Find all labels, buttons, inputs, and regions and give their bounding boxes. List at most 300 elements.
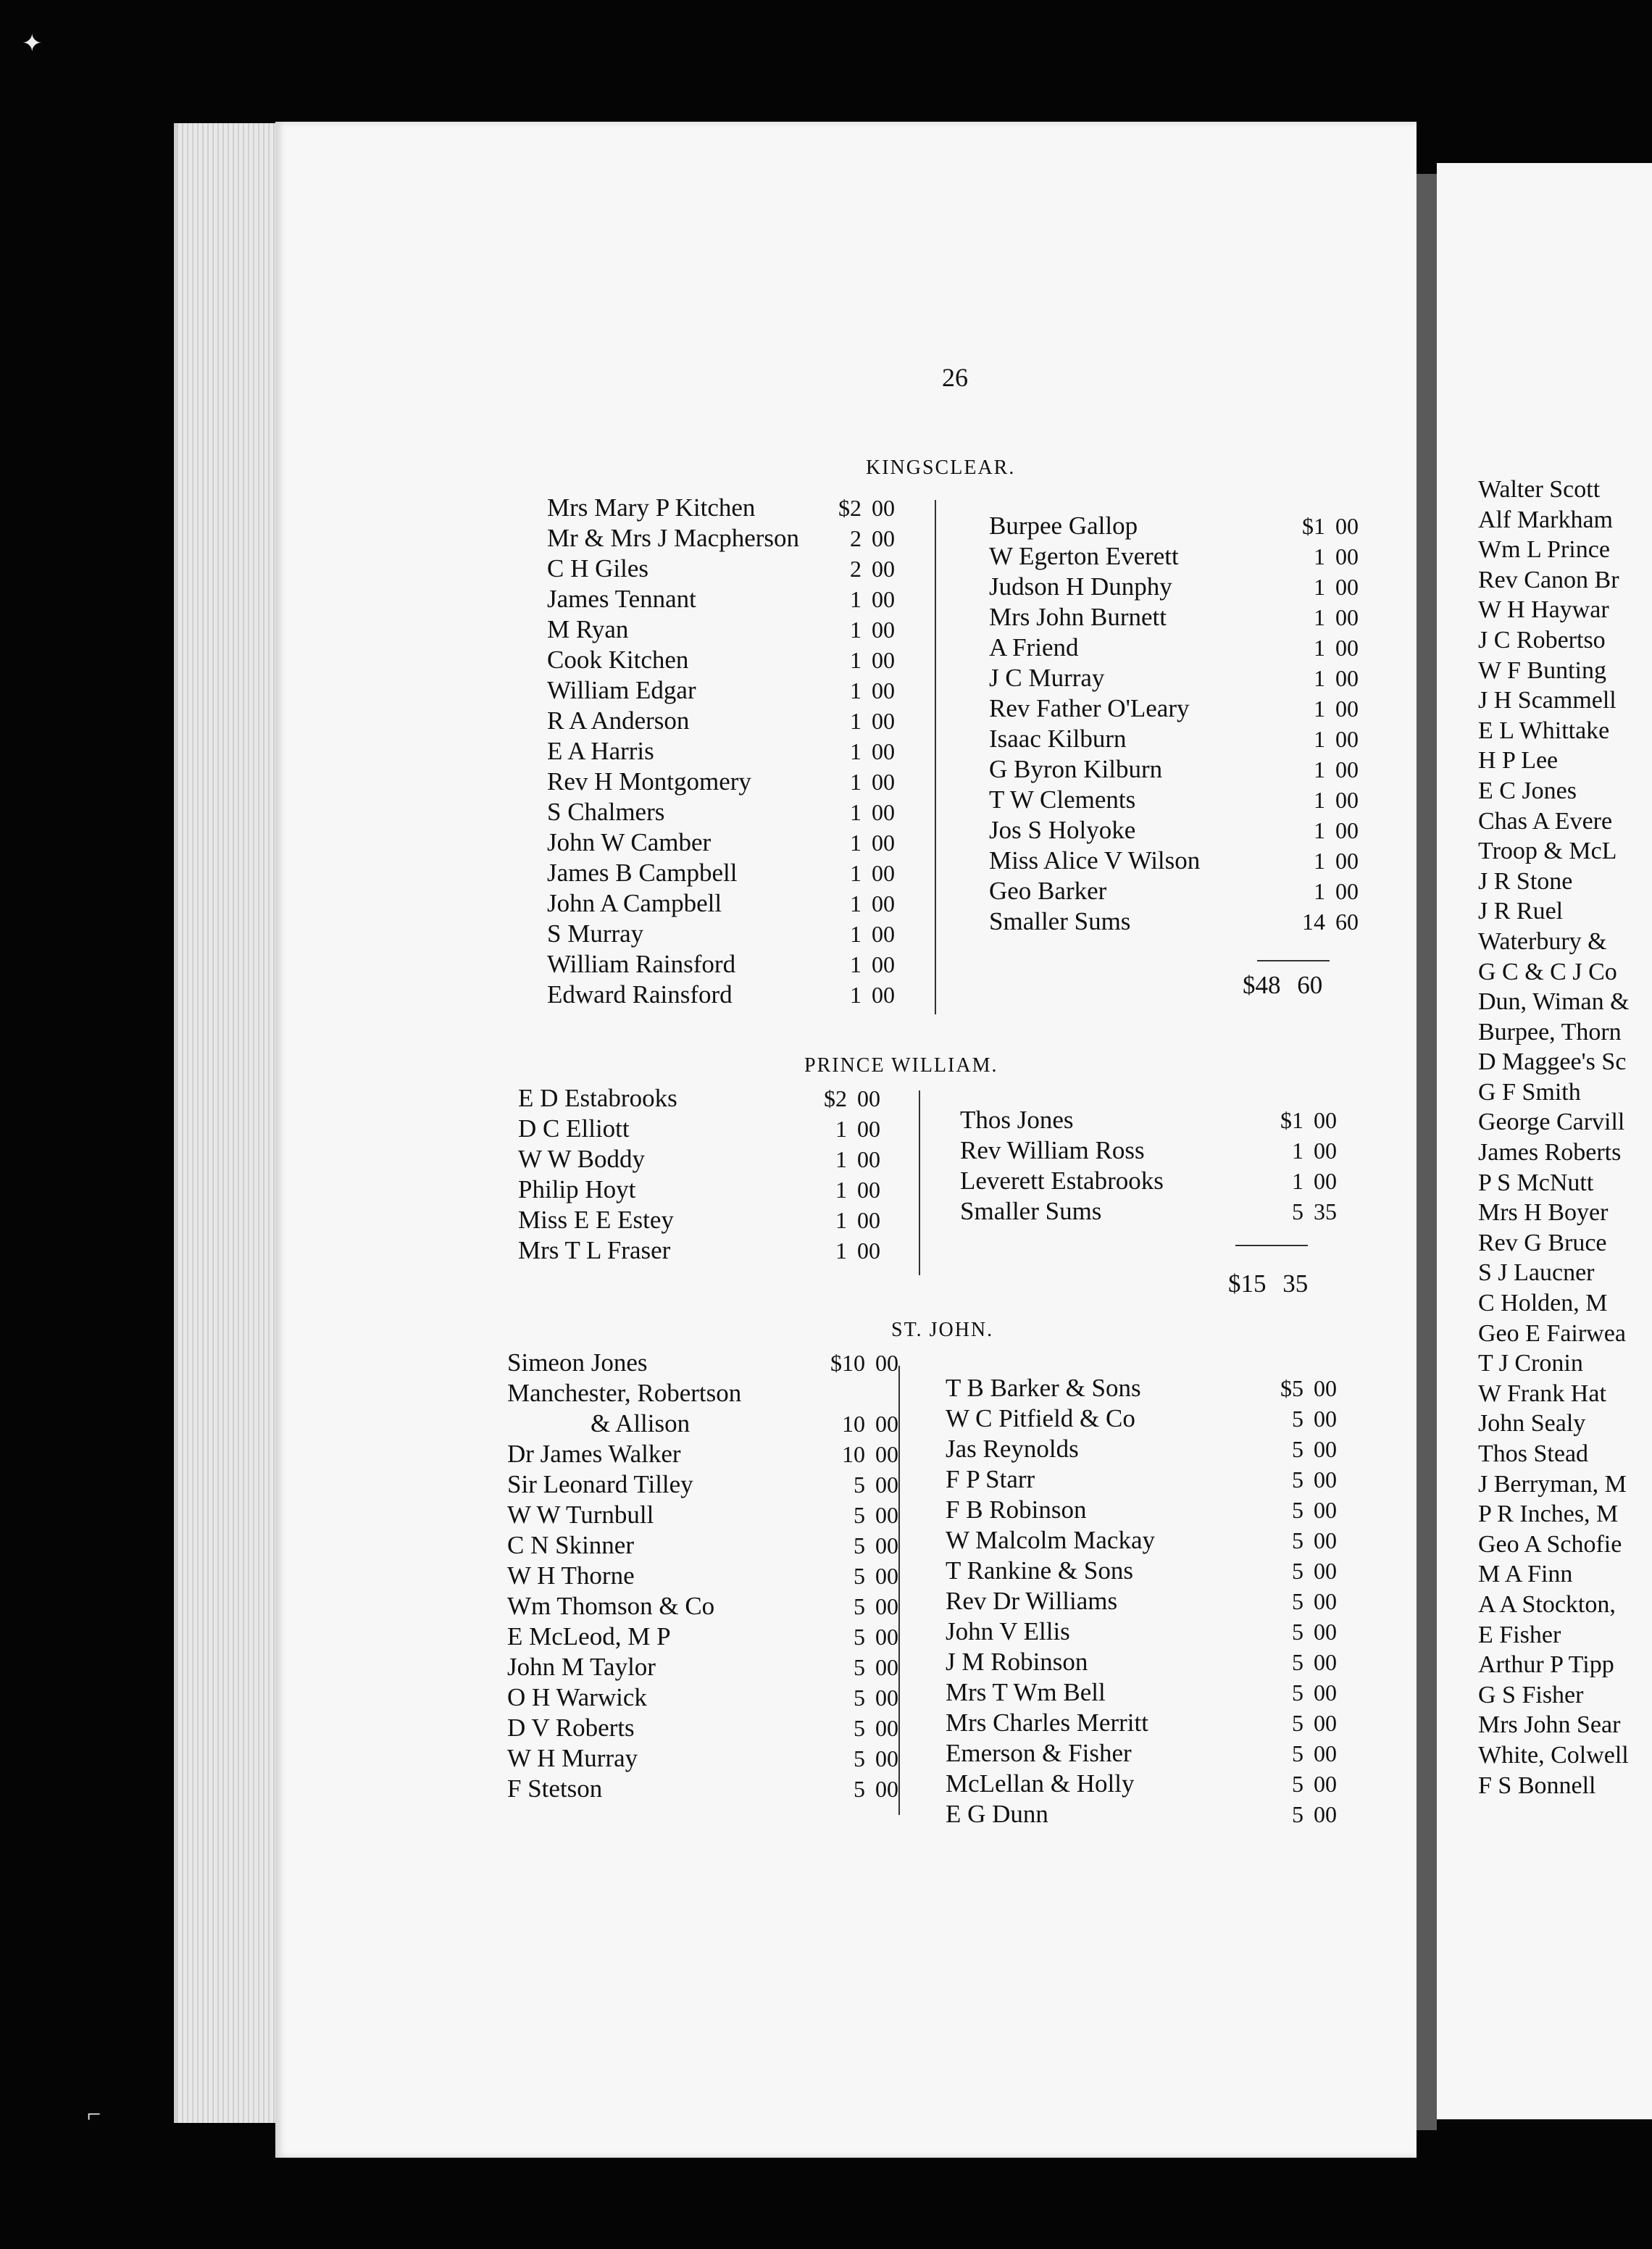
donor-row: [518, 1205, 880, 1235]
donor-name: E A Harris: [547, 737, 654, 765]
amount-cents: 00: [1314, 1375, 1337, 1401]
donor-name: Smaller Sums: [989, 907, 1131, 935]
amount-cents: 00: [1335, 726, 1359, 752]
donor-row: [946, 1616, 1337, 1647]
donation-amount: [824, 1083, 880, 1114]
donor-name: W H Haywar: [1478, 596, 1609, 624]
donor-row: [547, 797, 909, 827]
amount-dollars: 1: [1314, 756, 1325, 783]
scan-speck: ⌐: [87, 2101, 101, 2128]
donor-name: Smaller Sums: [960, 1197, 1102, 1225]
donor-name: G F Smith: [1478, 1078, 1581, 1106]
donation-amount: [854, 1500, 898, 1530]
donation-amount: [1292, 1196, 1337, 1227]
donor-row: [989, 693, 1359, 724]
donation-amount: [1314, 754, 1359, 785]
prince-william-total: [1228, 1269, 1308, 1298]
donor-name: Geo Barker: [989, 877, 1107, 905]
donor-name: G S Fisher: [1478, 1681, 1584, 1708]
amount-cents: 00: [1314, 1619, 1337, 1645]
donor-name: T Rankine & Sons: [946, 1556, 1133, 1585]
donation-amount: [1292, 1403, 1337, 1434]
donor-row: [507, 1622, 898, 1652]
donor-row: [989, 754, 1359, 785]
donor-name: McLellan & Holly: [946, 1769, 1135, 1798]
donation-amount: [1314, 815, 1359, 846]
donor-name: F B Robinson: [946, 1495, 1087, 1524]
amount-cents: 00: [857, 1177, 880, 1203]
donor-name: J M Robinson: [946, 1648, 1088, 1676]
donation-amount: [1292, 1166, 1337, 1196]
amount-cents: 00: [875, 1441, 898, 1467]
donation-amount: [850, 523, 895, 554]
donation-amount: [850, 827, 895, 858]
donor-row: [507, 1591, 898, 1622]
amount-dollars: 5: [1292, 1527, 1303, 1553]
donation-amount: [1280, 1105, 1337, 1135]
donation-amount: [1292, 1799, 1337, 1829]
amount-dollars: 5: [854, 1593, 865, 1619]
donor-name: Wm Thomson & Co: [507, 1592, 715, 1620]
amount-cents: 00: [1314, 1649, 1337, 1675]
amount-cents: 00: [872, 738, 895, 764]
donor-name: S Murray: [547, 919, 644, 948]
donation-amount: [854, 1713, 898, 1743]
donor-row: [518, 1174, 880, 1205]
donor-row: [518, 1083, 880, 1114]
amount-dollars: 1: [1314, 665, 1325, 691]
donor-name: J H Scammell: [1478, 687, 1616, 714]
donation-amount: [854, 1774, 898, 1804]
amount-cents: 00: [1314, 1801, 1337, 1827]
amount-dollars: 1: [850, 951, 862, 977]
right-page-name-list: [1478, 475, 1652, 1801]
donor-name: M A Finn: [1478, 1561, 1573, 1588]
donation-amount: [1292, 1135, 1337, 1166]
donor-name: W F Bunting: [1478, 656, 1606, 684]
amount-dollars: 1: [1314, 848, 1325, 874]
donor-row: [989, 846, 1359, 876]
donor-name: John Sealy: [1478, 1410, 1586, 1438]
kingsclear-total: [1243, 971, 1322, 1000]
amount-cents: 00: [1314, 1406, 1337, 1432]
donor-row: [989, 602, 1359, 633]
amount-cents: 00: [872, 830, 895, 856]
amount-dollars: 1: [850, 677, 862, 704]
amount-cents: 00: [872, 556, 895, 582]
donor-row: [946, 1495, 1337, 1525]
st-john-right-column: [946, 1373, 1337, 1829]
donor-row: [989, 815, 1359, 846]
donor-name: W C Pitfield & Co: [946, 1404, 1135, 1432]
amount-cents: 00: [1314, 1107, 1337, 1133]
donor-name: John M Taylor: [507, 1653, 656, 1681]
donor-name: Emerson & Fisher: [946, 1739, 1132, 1767]
donor-row: [547, 675, 909, 706]
donor-name: F Stetson: [507, 1774, 603, 1803]
donation-amount: [888, 1378, 898, 1409]
donor-row: [507, 1743, 898, 1774]
amount-cents: 00: [1314, 1740, 1337, 1766]
donor-name: Mr & Mrs J Macpherson: [547, 524, 800, 552]
amount-dollars: $2: [824, 1085, 847, 1111]
donor-name: Mrs John Burnett: [989, 603, 1167, 631]
donor-name: & Allison: [591, 1409, 691, 1438]
amount-dollars: 5: [1292, 1497, 1303, 1523]
donor-name: W W Turnbull: [507, 1501, 654, 1529]
section-title-kingsclear: KINGSCLEAR.: [866, 456, 1016, 479]
donor-name: Arthur P Tipp: [1478, 1651, 1614, 1679]
donor-name: W Frank Hat: [1478, 1380, 1606, 1407]
donor-name: W H Thorne: [507, 1561, 635, 1590]
amount-cents: 00: [1335, 878, 1359, 904]
donation-amount: [1314, 572, 1359, 602]
amount-cents: 00: [1335, 756, 1359, 783]
donor-name: T W Clements: [989, 785, 1136, 814]
donor-name: Mrs H Boyer: [1478, 1199, 1609, 1227]
amount-cents: 00: [875, 1745, 898, 1772]
donation-amount: [838, 493, 895, 523]
donor-name: J R Stone: [1478, 867, 1573, 895]
donor-row: [946, 1708, 1337, 1738]
donation-amount: [850, 767, 895, 797]
donor-name: C N Skinner: [507, 1531, 634, 1559]
amount-cents: 00: [872, 708, 895, 734]
donor-name: E D Estabrooks: [518, 1084, 677, 1112]
donation-amount: [1292, 1586, 1337, 1616]
amount-cents: 00: [1314, 1436, 1337, 1462]
donor-row: [507, 1713, 898, 1743]
amount-dollars: 1: [850, 890, 862, 917]
donation-amount: [1292, 1495, 1337, 1525]
donor-name: A A Stockton,: [1478, 1590, 1616, 1618]
amount-dollars: 10: [842, 1441, 865, 1467]
donor-name: Dr James Walker: [507, 1440, 681, 1468]
donor-row: [507, 1561, 898, 1591]
sum-rule: [1235, 1245, 1308, 1246]
donor-name: Thos Jones: [960, 1106, 1074, 1134]
amount-dollars: 5: [854, 1502, 865, 1528]
donation-amount: [850, 706, 895, 736]
amount-dollars: $10: [830, 1350, 865, 1376]
page-number: 26: [942, 363, 968, 392]
amount-cents: 00: [1314, 1497, 1337, 1523]
donation-amount: [850, 949, 895, 980]
donor-row: [507, 1652, 898, 1682]
donor-name: Dun, Wiman &: [1478, 988, 1630, 1016]
amount-cents: 00: [872, 677, 895, 704]
donation-amount: [854, 1591, 898, 1622]
donor-row: [946, 1738, 1337, 1769]
donor-row: [547, 949, 909, 980]
amount-dollars: 1: [1314, 878, 1325, 904]
donor-name: Rev Father O'Leary: [989, 694, 1190, 722]
donor-row: [989, 876, 1359, 906]
amount-dollars: 1: [850, 830, 862, 856]
donor-name: Miss Alice V Wilson: [989, 846, 1201, 875]
amount-dollars: 1: [1314, 726, 1325, 752]
donation-amount: [1292, 1556, 1337, 1586]
donation-amount: [1314, 724, 1359, 754]
donor-name: Jas Reynolds: [946, 1435, 1079, 1463]
donor-row: [547, 706, 909, 736]
section-title-prince-william: PRINCE WILLIAM.: [804, 1054, 998, 1077]
total-dollars: $15: [1228, 1269, 1267, 1298]
amount-dollars: 5: [854, 1776, 865, 1802]
amount-cents: 00: [872, 586, 895, 612]
donor-name: Isaac Kilburn: [989, 725, 1127, 753]
donor-name: Sir Leonard Tilley: [507, 1470, 693, 1498]
donor-name: Leverett Estabrooks: [960, 1167, 1164, 1195]
donation-amount: [830, 1348, 898, 1378]
donor-name: Rev Dr Williams: [946, 1587, 1118, 1615]
donor-name: G C & C J Co: [1478, 958, 1617, 985]
amount-cents: 00: [872, 617, 895, 643]
donation-amount: [850, 980, 895, 1010]
donor-row: [946, 1677, 1337, 1708]
amount-cents: 00: [875, 1472, 898, 1498]
amount-dollars: $2: [838, 495, 862, 521]
donation-amount: [854, 1469, 898, 1500]
amount-dollars: 5: [854, 1563, 865, 1589]
donor-name: D Maggee's Sc: [1478, 1048, 1627, 1076]
donor-row: [507, 1378, 884, 1409]
prince-william-right-column: [960, 1105, 1337, 1227]
st-john-left-column: [507, 1348, 898, 1804]
amount-cents: 00: [872, 951, 895, 977]
donation-amount: [835, 1114, 880, 1144]
donor-name: White, Colwell: [1478, 1741, 1629, 1769]
donor-name: P R Inches, M: [1478, 1501, 1619, 1528]
amount-dollars: 1: [850, 586, 862, 612]
amount-cents: 00: [872, 799, 895, 825]
donor-name: C Holden, M: [1478, 1290, 1608, 1317]
amount-dollars: 1: [850, 738, 862, 764]
donor-name: James B Campbell: [547, 859, 738, 887]
donor-row: [547, 980, 909, 1010]
scan-speck: ✦: [22, 30, 43, 57]
donor-row: [547, 645, 909, 675]
donor-name: Judson H Dunphy: [989, 572, 1172, 601]
donor-name: E Fisher: [1478, 1621, 1561, 1648]
amount-dollars: 1: [850, 982, 862, 1008]
donor-name: H P Lee: [1478, 747, 1559, 775]
amount-cents: 00: [1335, 817, 1359, 843]
donation-amount: [1292, 1464, 1337, 1495]
donation-amount: [1314, 602, 1359, 633]
donor-name: William Rainsford: [547, 950, 736, 978]
amount-dollars: 1: [1292, 1168, 1303, 1194]
amount-cents: 00: [1335, 787, 1359, 813]
donor-row: [547, 523, 909, 554]
amount-dollars: 1: [1314, 543, 1325, 569]
amount-cents: 00: [1335, 848, 1359, 874]
amount-cents: 00: [1335, 574, 1359, 600]
donor-row: [507, 1500, 898, 1530]
amount-cents: 00: [875, 1502, 898, 1528]
sum-rule: [1257, 960, 1330, 961]
donor-row: [518, 1144, 880, 1174]
donor-name: Cook Kitchen: [547, 646, 689, 674]
donor-name: J C Murray: [989, 664, 1105, 692]
amount-dollars: 5: [1292, 1198, 1303, 1224]
donor-name: D V Roberts: [507, 1714, 635, 1742]
amount-dollars: 5: [1292, 1406, 1303, 1432]
donor-row: [507, 1348, 898, 1378]
donation-amount: [1314, 846, 1359, 876]
donation-amount: [1314, 633, 1359, 663]
donor-name: Simeon Jones: [507, 1348, 648, 1377]
amount-cents: 00: [1335, 604, 1359, 630]
amount-dollars: 10: [842, 1411, 865, 1437]
column-divider: [919, 1090, 920, 1275]
donation-amount: [850, 888, 895, 919]
amount-cents: 00: [875, 1563, 898, 1589]
amount-cents: 00: [872, 860, 895, 886]
donor-row: [547, 919, 909, 949]
donor-name: James Tennant: [547, 585, 696, 613]
donor-name: William Edgar: [547, 676, 696, 704]
donor-row: [946, 1556, 1337, 1586]
amount-cents: 00: [857, 1085, 880, 1111]
amount-dollars: 1: [850, 860, 862, 886]
donation-amount: [835, 1144, 880, 1174]
amount-dollars: 5: [854, 1654, 865, 1680]
prince-william-left-column: [518, 1083, 880, 1266]
donation-amount: [1302, 906, 1359, 937]
donor-row: [946, 1799, 1337, 1829]
donor-name: Manchester, Robertson: [507, 1379, 742, 1407]
donor-name: S J Laucner: [1478, 1259, 1595, 1287]
amount-cents: 00: [1314, 1588, 1337, 1614]
amount-cents: 00: [1314, 1466, 1337, 1493]
donation-amount: [1292, 1769, 1337, 1799]
donor-row: [507, 1774, 898, 1804]
donor-name: Rev William Ross: [960, 1136, 1145, 1164]
donor-name: T B Barker & Sons: [946, 1374, 1141, 1402]
amount-cents: 00: [1314, 1771, 1337, 1797]
kingsclear-left-column: [547, 493, 909, 1010]
donor-name: E McLeod, M P: [507, 1622, 671, 1651]
donor-row: [946, 1464, 1337, 1495]
amount-cents: 00: [875, 1350, 898, 1376]
donor-row: [518, 1114, 880, 1144]
donor-row: [960, 1166, 1337, 1196]
donor-row: [946, 1586, 1337, 1616]
donor-row: [989, 541, 1359, 572]
donor-row: [547, 827, 909, 858]
amount-dollars: 5: [1292, 1619, 1303, 1645]
amount-cents: 00: [872, 921, 895, 947]
column-divider: [898, 1366, 900, 1815]
amount-dollars: 1: [835, 1177, 847, 1203]
donor-name: Chas A Evere: [1478, 807, 1613, 835]
donation-amount: [1314, 876, 1359, 906]
amount-dollars: 5: [1292, 1588, 1303, 1614]
amount-dollars: $1: [1302, 513, 1325, 539]
book-gutter: [1417, 174, 1437, 2130]
donor-name: Edward Rainsford: [547, 980, 733, 1009]
amount-cents: 00: [875, 1685, 898, 1711]
column-divider: [935, 500, 936, 1014]
donor-name: R A Anderson: [547, 706, 690, 735]
amount-dollars: 5: [854, 1745, 865, 1772]
amount-dollars: 5: [1292, 1649, 1303, 1675]
donation-amount: [1314, 693, 1359, 724]
donor-name: S Chalmers: [547, 798, 665, 826]
donor-row: [547, 493, 909, 523]
amount-cents: 00: [857, 1116, 880, 1142]
donor-row: [946, 1525, 1337, 1556]
amount-cents: 00: [1335, 696, 1359, 722]
amount-dollars: 1: [1314, 635, 1325, 661]
donor-row: [547, 736, 909, 767]
amount-dollars: 1: [1314, 817, 1325, 843]
donation-amount: [1292, 1738, 1337, 1769]
amount-cents: 00: [872, 647, 895, 673]
amount-cents: 00: [1335, 543, 1359, 569]
amount-cents: 00: [857, 1207, 880, 1233]
amount-dollars: 5: [1292, 1680, 1303, 1706]
donor-name: Mrs T Wm Bell: [946, 1678, 1106, 1706]
donor-row: [960, 1135, 1337, 1166]
amount-cents: 00: [872, 982, 895, 1008]
donor-row: [507, 1682, 898, 1713]
amount-dollars: 1: [1314, 604, 1325, 630]
amount-cents: 00: [872, 495, 895, 521]
donation-amount: [850, 554, 895, 584]
donor-row: [989, 572, 1359, 602]
donor-row: [507, 1469, 898, 1500]
donation-amount: [1314, 785, 1359, 815]
donor-row: [989, 724, 1359, 754]
kingsclear-right-column: [989, 511, 1359, 937]
donor-name: W W Boddy: [518, 1145, 646, 1173]
amount-dollars: 1: [1314, 696, 1325, 722]
donor-row: [507, 1409, 898, 1439]
donor-row: [989, 633, 1359, 663]
amount-cents: 00: [1314, 1680, 1337, 1706]
amount-cents: 00: [1335, 665, 1359, 691]
donor-name: Geo A Schofie: [1478, 1530, 1622, 1558]
amount-dollars: 5: [854, 1715, 865, 1741]
total-cents: 60: [1297, 971, 1323, 999]
donor-name: Mrs Mary P Kitchen: [547, 493, 756, 522]
donor-row: [547, 858, 909, 888]
amount-dollars: 1: [850, 921, 862, 947]
donor-name: Waterbury &: [1478, 927, 1607, 955]
total-cents: 35: [1282, 1269, 1309, 1298]
donor-name: D C Elliott: [518, 1114, 630, 1143]
donor-name: Wm L Prince: [1478, 536, 1610, 564]
amount-dollars: 1: [835, 1238, 847, 1264]
donor-name: G Byron Kilburn: [989, 755, 1163, 783]
donor-name: Mrs John Sear: [1478, 1711, 1621, 1739]
amount-cents: 00: [1314, 1138, 1337, 1164]
donation-amount: [1302, 511, 1359, 541]
amount-dollars: 1: [1314, 574, 1325, 600]
donation-amount: [854, 1652, 898, 1682]
amount-dollars: 5: [1292, 1466, 1303, 1493]
donor-name: W Malcolm Mackay: [946, 1526, 1155, 1554]
donor-name: Alf Markham: [1478, 506, 1614, 533]
donor-name: C H Giles: [547, 554, 648, 583]
amount-cents: 00: [875, 1411, 898, 1437]
amount-cents: 00: [875, 1654, 898, 1680]
amount-dollars: $5: [1280, 1375, 1303, 1401]
amount-dollars: 5: [854, 1532, 865, 1559]
amount-cents: 00: [1314, 1558, 1337, 1584]
